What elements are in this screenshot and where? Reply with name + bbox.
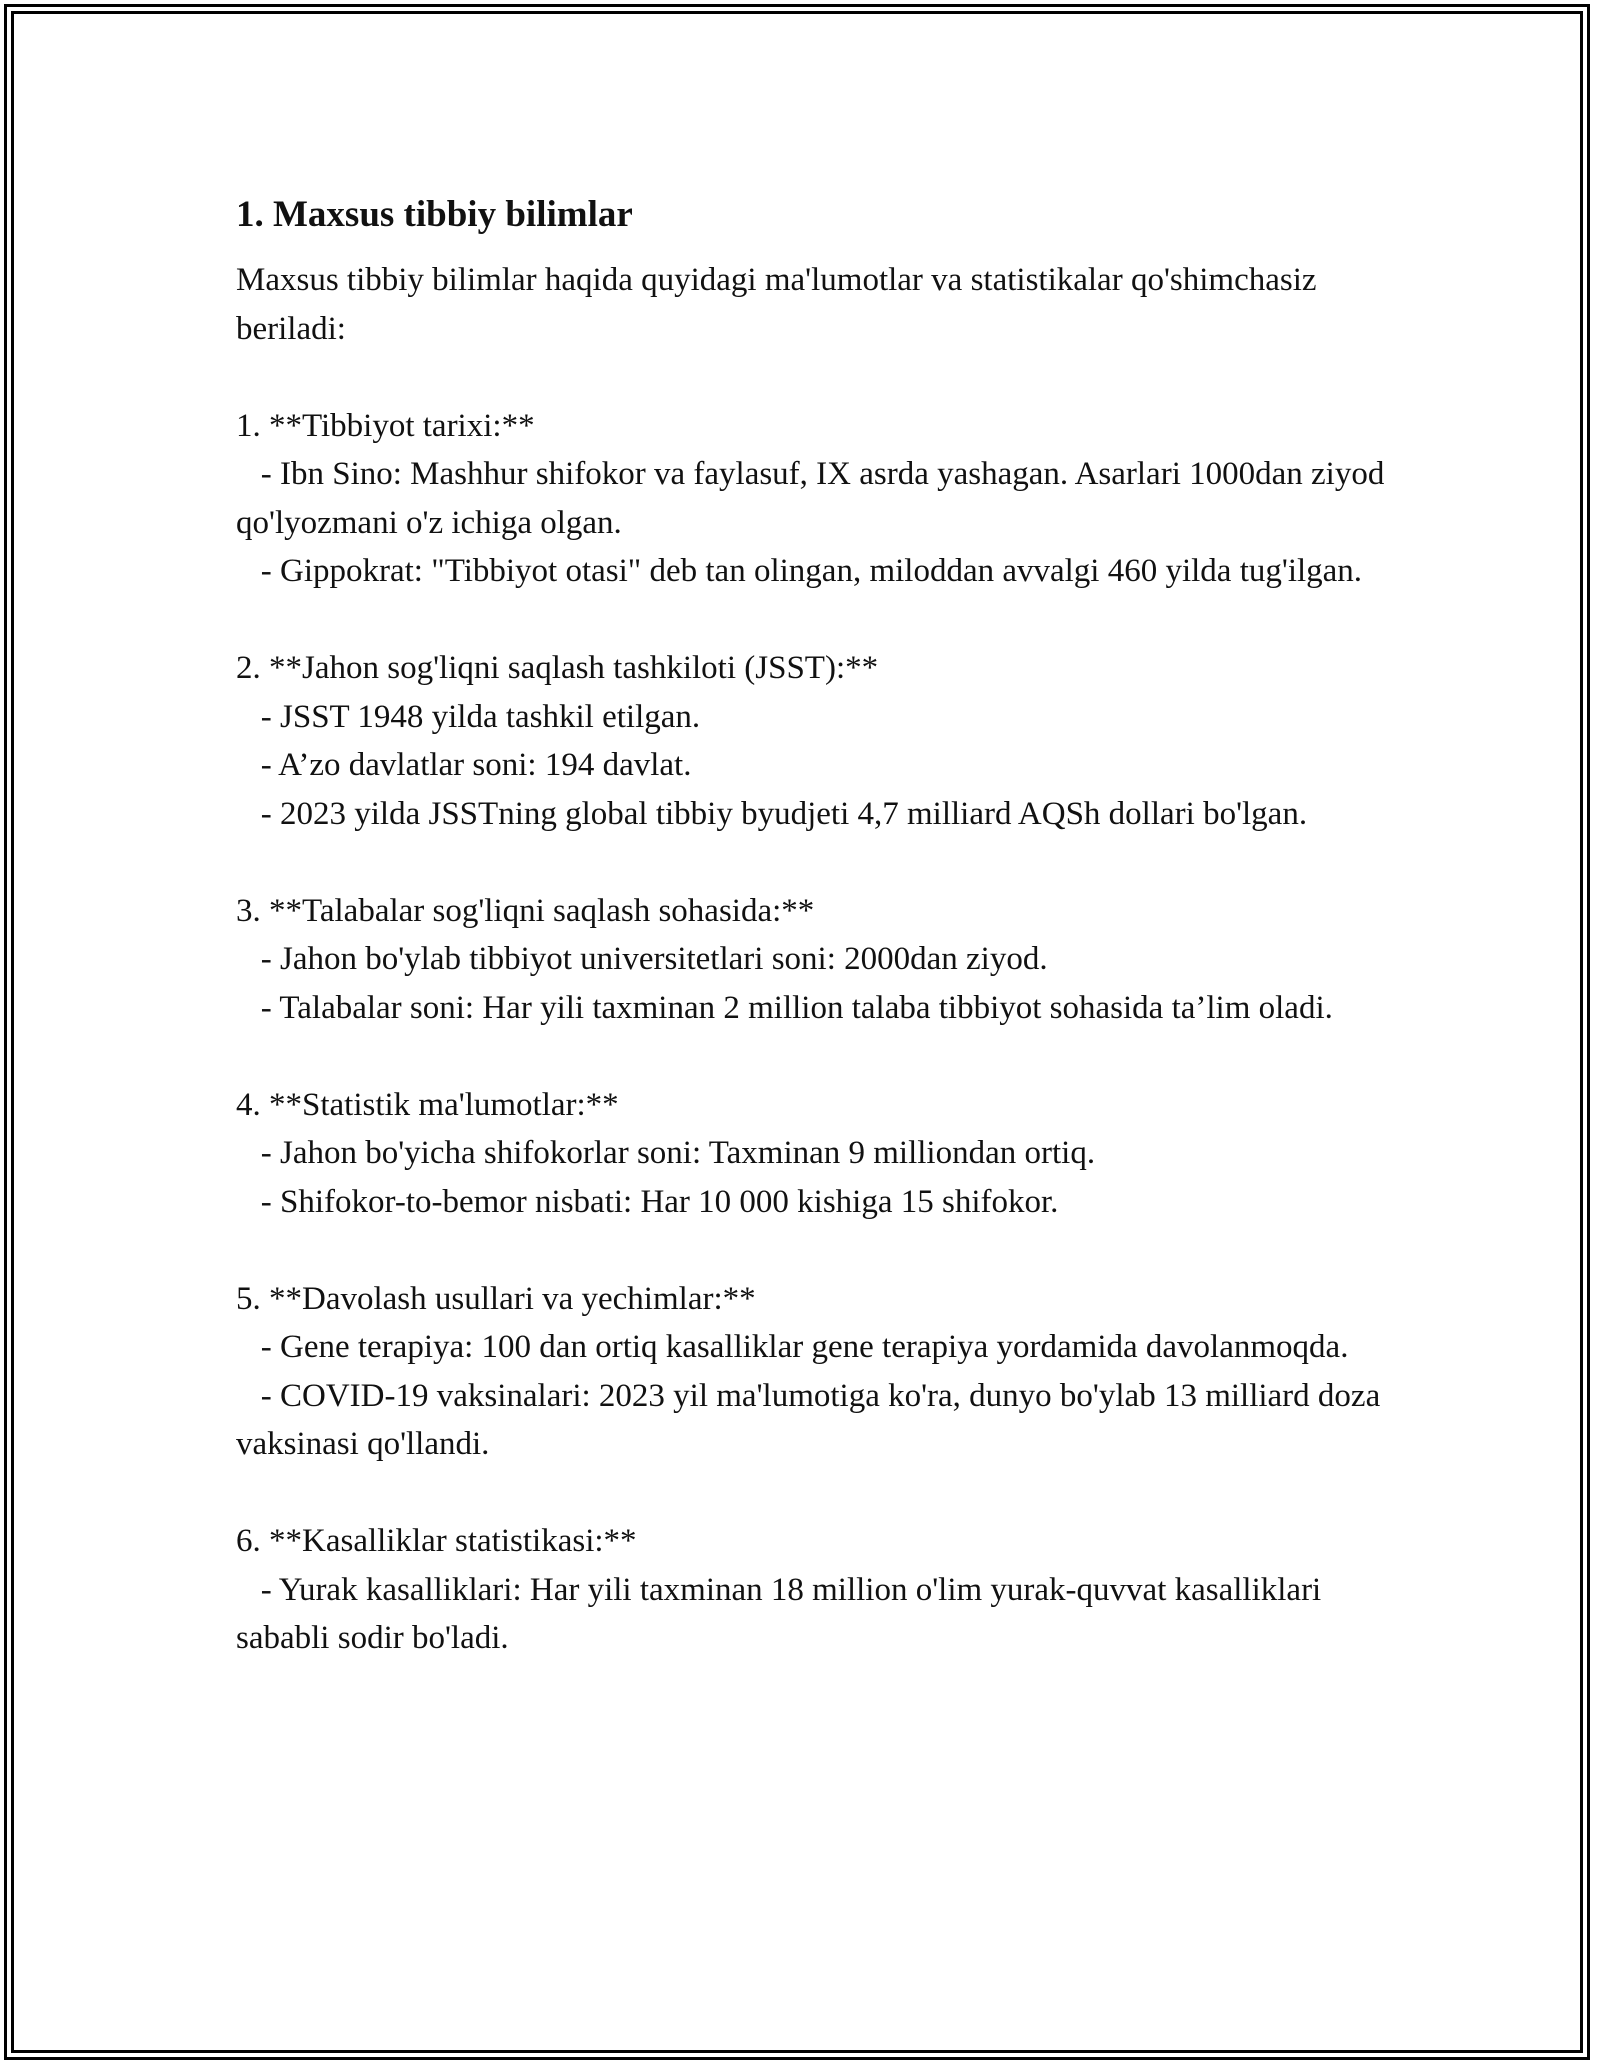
list-item: - Yurak kasalliklari: Har yili taxminan 18 million o'lim yurak-quvvat kasalliklari sababli sodir bo'ladi. bbox=[236, 1566, 1386, 1663]
intro-paragraph: Maxsus tibbiy bilimlar haqida quyidagi ma'lumotlar va statistikalar qo'shimchasiz beriladi: bbox=[236, 262, 1325, 347]
list-item: - COVID-19 vaksinalari: 2023 yil ma'lumotiga ko'ra, dunyo bo'ylab 13 milliard doza vaksinasi qo'llandi. bbox=[236, 1372, 1386, 1469]
section-heading: 3. **Talabalar sog'liqni saqlash sohasida:** bbox=[236, 892, 815, 929]
list-item: - A’zo davlatlar soni: 194 davlat. bbox=[236, 741, 1386, 790]
list-item: - 2023 yilda JSSTning global tibbiy byudjeti 4,7 milliard AQSh dollari bo'lgan. bbox=[236, 790, 1386, 839]
section-history bbox=[236, 402, 1393, 596]
document-body bbox=[236, 183, 1393, 1663]
list-item: - Ibn Sino: Mashhur shifokor va faylasuf, IX asrda yashagan. Asarlari 1000dan ziyod qo'lyozmani o'z ichiga olgan. bbox=[236, 450, 1386, 547]
list-item: - Talabalar soni: Har yili taxminan 2 million talaba tibbiyot sohasida ta’lim oladi. bbox=[236, 984, 1386, 1033]
list-item: - Gippokrat: "Tibbiyot otasi" deb tan olingan, miloddan avvalgi 460 yilda tug'ilgan. bbox=[236, 547, 1386, 596]
section-heading: 1. **Tibbiyot tarixi:** bbox=[236, 407, 535, 444]
section-statistics bbox=[236, 1081, 1386, 1227]
section-heading: 6. **Kasalliklar statistikasi:** bbox=[236, 1523, 637, 1559]
section-heading: 2. **Jahon sog'liqni saqlash tashkiloti (JSST):** bbox=[236, 650, 879, 686]
list-item: - Jahon bo'ylab tibbiyot universitetlari soni: 2000dan ziyod. bbox=[236, 935, 1386, 984]
list-item: - Shifokor-to-bemor nisbati: Har 10 000 kishiga 15 shifokor. bbox=[236, 1178, 1386, 1227]
section-diseases bbox=[236, 1517, 1386, 1663]
list-item: - JSST 1948 yilda tashkil etilgan. bbox=[236, 693, 1386, 742]
section-treatment bbox=[236, 1275, 1389, 1469]
section-students bbox=[236, 887, 1386, 1033]
section-heading: 4. **Statistik ma'lumotlar:** bbox=[236, 1086, 619, 1123]
section-heading: 5. **Davolash usullari va yechimlar:** bbox=[236, 1280, 756, 1317]
list-item: - Gene terapiya: 100 dan ortiq kasalliklar gene terapiya yordamida davolanmoqda. bbox=[236, 1323, 1386, 1372]
section-who bbox=[236, 644, 1386, 838]
list-item: - Jahon bo'yicha shifokorlar soni: Taxminan 9 milliondan ortiq. bbox=[236, 1129, 1386, 1178]
document-title: 1. Maxsus tibbiy bilimlar bbox=[236, 194, 633, 235]
